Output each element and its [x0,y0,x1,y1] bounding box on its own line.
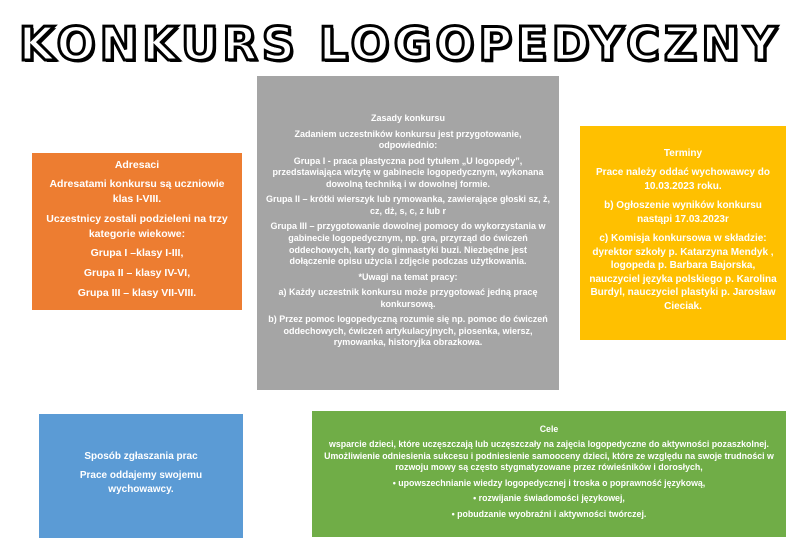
adresaci-line: Uczestnicy zostali podzieleni na trzy kategorie wiekowe: [46,212,228,240]
zasady-heading: Zasady konkursu [370,113,446,124]
zasady-line: Grupa II – krótki wierszyk lub rymowanka, zawierające głoski sz, ż, cz, dż, s, c, z lub r [265,194,551,216]
terminy-heading: Terminy [663,147,703,159]
adresaci-line: Adresatami konkursu są uczniowie klas I-VIII. [49,178,225,206]
zgloszenie-panel [39,414,243,538]
zasady-line: a) Każdy uczestnik konkursu może przygotować jedną pracę konkursową. [278,287,538,309]
terminy-line: Prace należy oddać wychowawcy do 10.03.2023 roku. [596,167,770,192]
zasady-line: Zadaniem uczestników konkursu jest przygotowanie, odpowiednio: [294,128,522,151]
adresaci-heading: Adresaci [114,158,160,171]
cele-line: • upowszechnianie wiedzy logopedycznej i troska o poprawność językową, [392,477,706,488]
terminy-line: c) Komisja konkursowa w składzie: dyrektor szkoły p. Katarzyna Mendyk , logopeda p. Barbara Bajorska, nauczyciel języka polskiego p. Karolina Burdyl, nauczyciel plastyki p. Jarosław Cieciak. [589,233,777,312]
cele-heading: Cele [539,424,559,435]
terminy-line: b) Ogłoszenie wyników konkursu nastąpi 17.03.2023r [604,200,762,225]
page-title: KONKURS LOGOPEDYCZNY [18,17,782,71]
cele-line: • pobudzanie wyobraźni i aktywności twórczej. [451,508,647,519]
zasady-line: Grupa III – przygotowanie dowolnej pomocy do wykorzystania w gabinecie logopedycznym, np. gra, przyrząd do ćwiczeń oddechowych, karty do gimnastyki buzi. Niezbędne jest dołączenie opisu użycia i zdjęcie podczas użytkowania. [270,221,546,267]
cele-panel [312,411,786,537]
zgloszenie-line: Prace oddajemy swojemu wychowawcy. [79,470,203,495]
zasady-line: b) Przez pomoc logopedyczną rozumie się np. pomoc do ćwiczeń oddechowych, ćwiczeń artykulacyjnych, piosenka, wiersz, rymowanka, historyjka obrazkowa. [268,314,548,348]
adresaci-line: Grupa I –klasy I-III, [90,247,184,260]
adresaci-line: Grupa II – klasy IV-VI, [83,266,191,279]
zasady-line: *Uwagi na temat pracy: [358,271,458,282]
cele-line: wsparcie dzieci, które uczęszczają lub uczęszczały na zajęcia logopedyczne do aktywności pozaszkolnej. Umożliwienie odniesienia sukcesu i podniesienie samooceny dzieci, które ze względu na swoje trudności w rozwoju mowy są często stygmatyzowane przez rówieśników i dorosłych, [324,439,774,473]
terminy-panel [580,126,786,340]
zasady-panel [257,76,559,390]
adresaci-line: Grupa III – klasy VII-VIII. [77,286,197,299]
cele-line: • rozwijanie świadomości językowej, [473,493,625,504]
adresaci-panel [32,153,242,310]
zasady-line: Grupa I - praca plastyczna pod tytułem „U logopedy”, przedstawiająca wizytę w gabinecie logopedycznym, wykonana dowolną techniką i w dowolnej formie. [272,155,544,189]
zgloszenie-heading: Sposób zgłaszania prac [84,450,198,462]
